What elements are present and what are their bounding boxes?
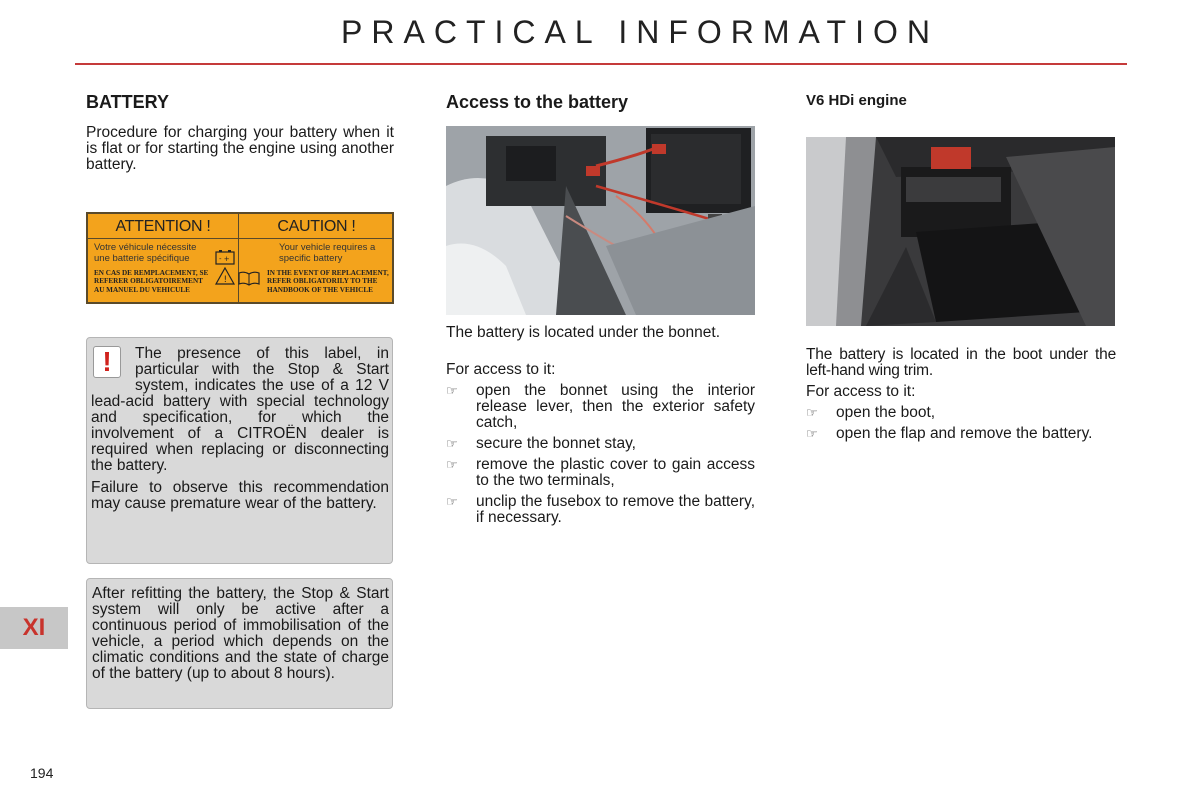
battery-location-boot: The battery is located in the boot under the left-hand wing trim. (806, 346, 1116, 379)
list-item: ☞ open the flap and remove the battery. (806, 425, 1093, 442)
section-heading-v6: V6 HDi engine (806, 92, 907, 109)
label-fr-text: Votre véhicule nécessite une batterie spécifique (94, 242, 197, 264)
svg-text:!: ! (223, 275, 228, 285)
pointing-hand-icon: ☞ (446, 436, 458, 451)
section-heading-battery: BATTERY (86, 92, 169, 112)
engine-bay-battery-photo (446, 126, 755, 315)
chapter-tab: XI (0, 607, 68, 649)
access-steps-right (806, 405, 1114, 447)
label-en-text: Your vehicle requires a specific battery (279, 242, 376, 264)
label-attention: ATTENTION ! (115, 218, 211, 235)
page-number: 194 (30, 765, 54, 781)
list-item: ☞ open the boot, (806, 404, 936, 421)
pointing-hand-icon: ☞ (806, 426, 818, 441)
stop-start-note: After refitting the battery, the Stop & Start system will only be active after a continuous period of immobilisation of the vehicle, a period which depends on the climatic conditions and the state of charge of the battery (up to about 8 hours). (92, 585, 389, 682)
label-en-caps: IN THE EVENT OF REPLACEMENT, REFER OBLIGATORILY TO THE HANDBOOK OF THE VEHICLE (267, 269, 389, 294)
pointing-hand-icon: ☞ (806, 405, 818, 420)
list-item: ☞ secure the bonnet stay, (446, 435, 636, 452)
access-steps-middle (446, 383, 755, 531)
pointing-hand-icon: ☞ (446, 494, 458, 509)
section-heading-access: Access to the battery (446, 92, 629, 112)
list-item: ☞ open the bonnet using the interior release lever, then the exterior safety catch, (446, 382, 755, 431)
note-box (86, 578, 393, 709)
battery-icon (214, 248, 236, 288)
header-rule (75, 63, 1127, 65)
access-intro-right: For access to it: (806, 383, 916, 400)
label-caution: CAUTION ! (277, 218, 356, 235)
page-title: PRACTICAL INFORMATION (341, 14, 939, 50)
boot-battery-photo (806, 137, 1115, 326)
warning-paragraph-1: The presence of this label, in particular with the Stop & Start system, indicates the use of a 12 V lead-acid battery with special technology and specification, for which the involvement of a CITROËN dealer is required when replacing or disconnecting the battery. (91, 345, 389, 474)
list-item: ☞ unclip the fusebox to remove the battery, if necessary. (446, 493, 755, 526)
pointing-hand-icon: ☞ (446, 383, 458, 398)
battery-location-bonnet: The battery is located under the bonnet. (446, 324, 721, 341)
label-fr-caps: EN CAS DE REMPLACEMENT, SE REFERER OBLIGATOIREMENT AU MANUEL DU VEHICULE (94, 269, 209, 294)
list-item: ☞ remove the plastic cover to gain access to the two terminals, (446, 456, 755, 489)
battery-warning-label (86, 212, 394, 304)
handbook-icon (237, 270, 261, 286)
warning-box (86, 337, 393, 564)
access-intro-middle: For access to it: (446, 361, 556, 378)
pointing-hand-icon: ☞ (446, 457, 458, 472)
battery-intro: Procedure for charging your battery when it is flat or for starting the engine using another battery. (86, 124, 394, 173)
svg-text:- +: - + (219, 255, 230, 263)
exclamation-icon: ! (93, 346, 121, 378)
warning-paragraph-2: Failure to observe this recommendation may cause premature wear of the battery. (91, 479, 389, 512)
